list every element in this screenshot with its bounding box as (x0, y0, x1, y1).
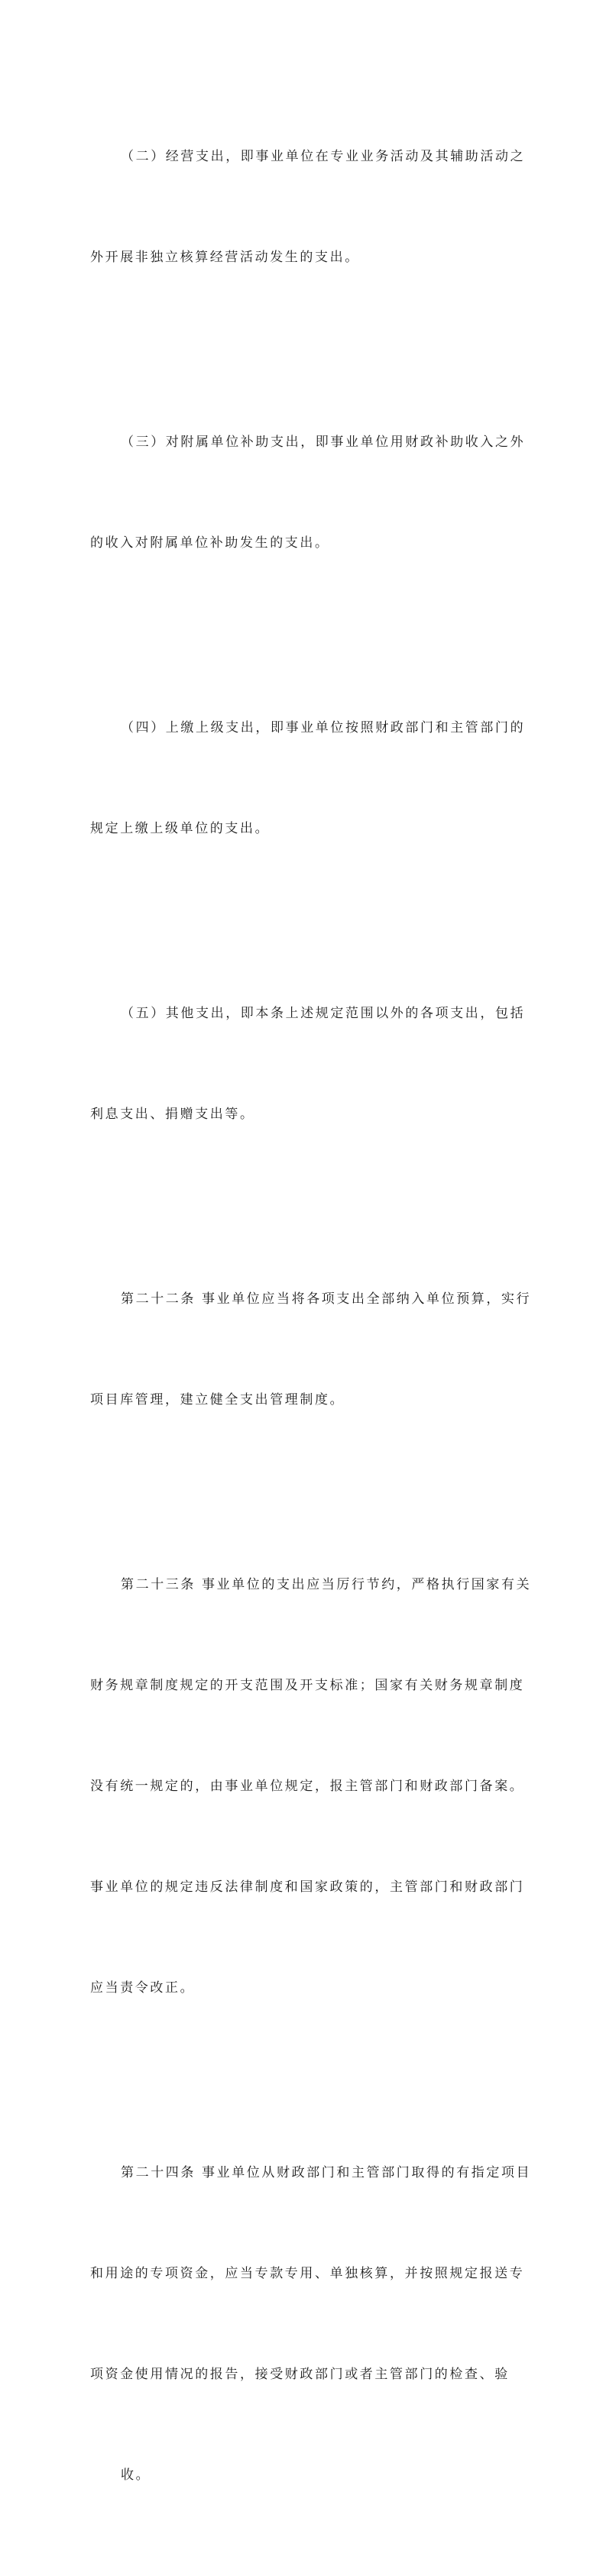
paragraph-line: （三）对附属单位补助支出，即事业单位用财政补助收入之外 (121, 435, 526, 450)
paragraph-line: 第二十三条 事业单位的支出应当厉行节约，严格执行国家有关 (121, 1577, 532, 1592)
paragraph-item-4 (90, 644, 526, 913)
paragraph-item-2 (90, 73, 526, 341)
paragraph-line: 规定上缴上级单位的支出。 (90, 821, 271, 836)
paragraph-line: 外开展非独立核算经营活动发生的支出。 (90, 250, 360, 265)
paragraph-item-3 (90, 358, 526, 627)
paragraph-line: 项资金使用情况的报告，接受财政部门或者主管部门的检查、验 (90, 2367, 510, 2382)
paragraph-line: （五）其他支出，即本条上述规定范围以外的各项支出，包括 (121, 1006, 526, 1021)
paragraph-line: （四）上缴上级支出，即事业单位按照财政部门和主管部门的 (121, 720, 526, 735)
paragraph-line: 应当责令改正。 (90, 1980, 196, 1996)
paragraph-item-5 (90, 929, 526, 1198)
paragraph-line: 收。 (121, 2468, 151, 2483)
paragraph-line: 第二十二条 事业单位应当将各项支出全部纳入单位预算，实行 (121, 1291, 532, 1307)
paragraph-line: 的收入对附属单位补助发生的支出。 (90, 535, 330, 551)
paragraph-line: （二）经营支出，即事业单位在专业业务活动及其辅助活动之 (121, 149, 526, 164)
paragraph-article-23 (90, 1501, 532, 2072)
paragraph-line: 利息支出、捐赠支出等。 (90, 1107, 255, 1122)
paragraph-line: 财务规章制度规定的开支范围及开支标准；国家有关财务规章制度 (90, 1678, 525, 1693)
paragraph-article-24 (90, 2089, 532, 2559)
paragraph-line: 事业单位的规定违反法律制度和国家政策的，主管部门和财政部门 (90, 1879, 525, 1895)
paragraph-line: 项目库管理，建立健全支出管理制度。 (90, 1392, 345, 1408)
paragraph-line: 第二十四条 事业单位从财政部门和主管部门取得的有指定项目 (121, 2165, 532, 2180)
paragraph-line: 和用途的专项资金，应当专款专用、单独核算，并按照规定报送专 (90, 2266, 525, 2281)
paragraph-line: 没有统一规定的，由事业单位规定，报主管部门和财政部门备案。 (90, 1779, 525, 1794)
document-body (90, 73, 532, 2576)
paragraph-article-22 (90, 1215, 532, 1484)
